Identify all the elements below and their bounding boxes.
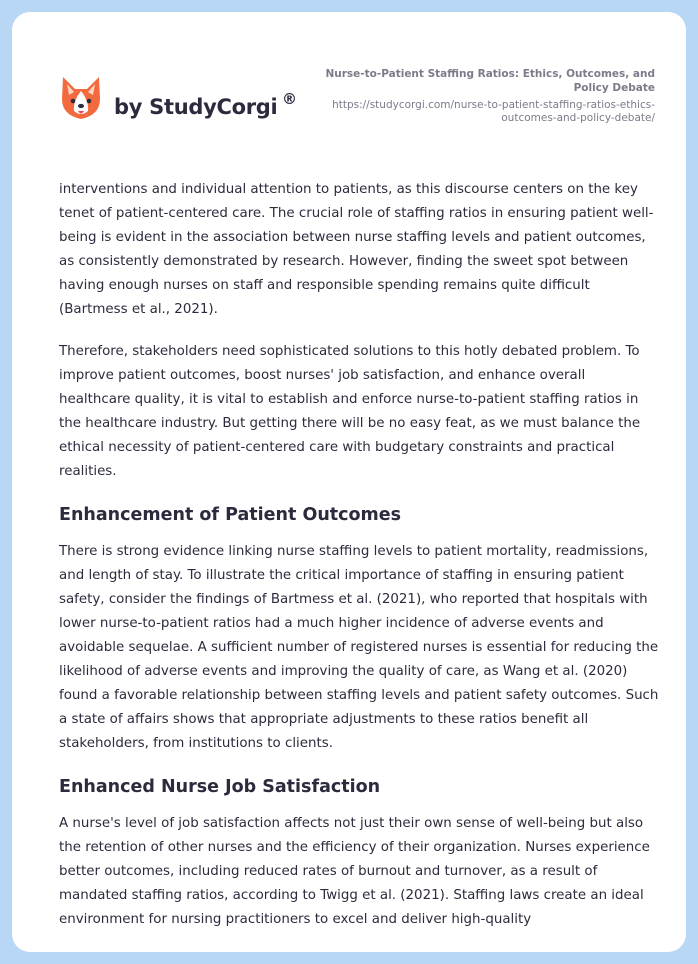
section-heading: Enhancement of Patient Outcomes: [59, 505, 402, 525]
paragraph: interventions and individual attention to patients, as this discourse centers on the key tenet of patient-centered care. The crucial role of staffing ratios in ensuring patient well-being is evident in the association between nurse staffing levels and patient outcomes, as consistently demonstrated by research. However, finding the sweet spot between having enough nurses on staff and responsible spending remains quite difficult (Bartmess et al., 2021).: [59, 182, 654, 317]
document-url[interactable]: https://studycorgi.com/nurse-to-patient-staffing-ratios-ethics-outcomes-and-policy-debate/: [332, 99, 655, 124]
registered-mark: ®: [282, 90, 297, 108]
page-header: [12, 12, 686, 162]
paragraph: A nurse's level of job satisfaction affects not just their own sense of well-being but also the retention of other nurses and the efficiency of their organization. Nurses experience better outcomes, including reduced rates of burnout and turnover, as a result of mandated staffing ratios, according to Twigg et al. (2021). Staffing laws create an ideal environment for nursing practitioners to excel and deliver high-quality: [59, 816, 650, 927]
logo-wordmark: by StudyCorgi: [114, 95, 278, 119]
corgi-head-icon: [60, 75, 102, 121]
article-body: [59, 178, 659, 950]
document-meta: [295, 67, 655, 125]
studycorgi-logo[interactable]: [60, 75, 310, 125]
document-page: [12, 12, 686, 952]
document-title: Nurse-to-Patient Staffing Ratios: Ethics, Outcomes, and Policy Debate: [325, 68, 655, 94]
section-heading: Enhanced Nurse Job Satisfaction: [59, 777, 381, 797]
paragraph: Therefore, stakeholders need sophisticated solutions to this hotly debated problem. To improve patient outcomes, boost nurses' job satisfaction, and enhance overall healthcare quality, it is vital to establish and enforce nurse-to-patient staffing ratios in the healthcare industry. But getting there will be no easy feat, as we must balance the ethical necessity of patient-centered care with budgetary constraints and practical realities.: [59, 344, 641, 479]
paragraph: There is strong evidence linking nurse staffing levels to patient mortality, readmissions, and length of stay. To illustrate the critical importance of staffing in ensuring patient safety, consider the findings of Bartmess et al. (2021), who reported that hospitals with lower nurse-to-patient ratios had a much higher incidence of adverse events and avoidable sequelae. A sufficient number of registered nurses is essential for reducing the likelihood of adverse events and improving the quality of care, as Wang et al. (2020) found a favorable relationship between staffing levels and patient safety outcomes. Such a state of affairs shows that appropriate adjustments to these ratios benefit all stakeholders, from institutions to clients.: [59, 544, 659, 751]
